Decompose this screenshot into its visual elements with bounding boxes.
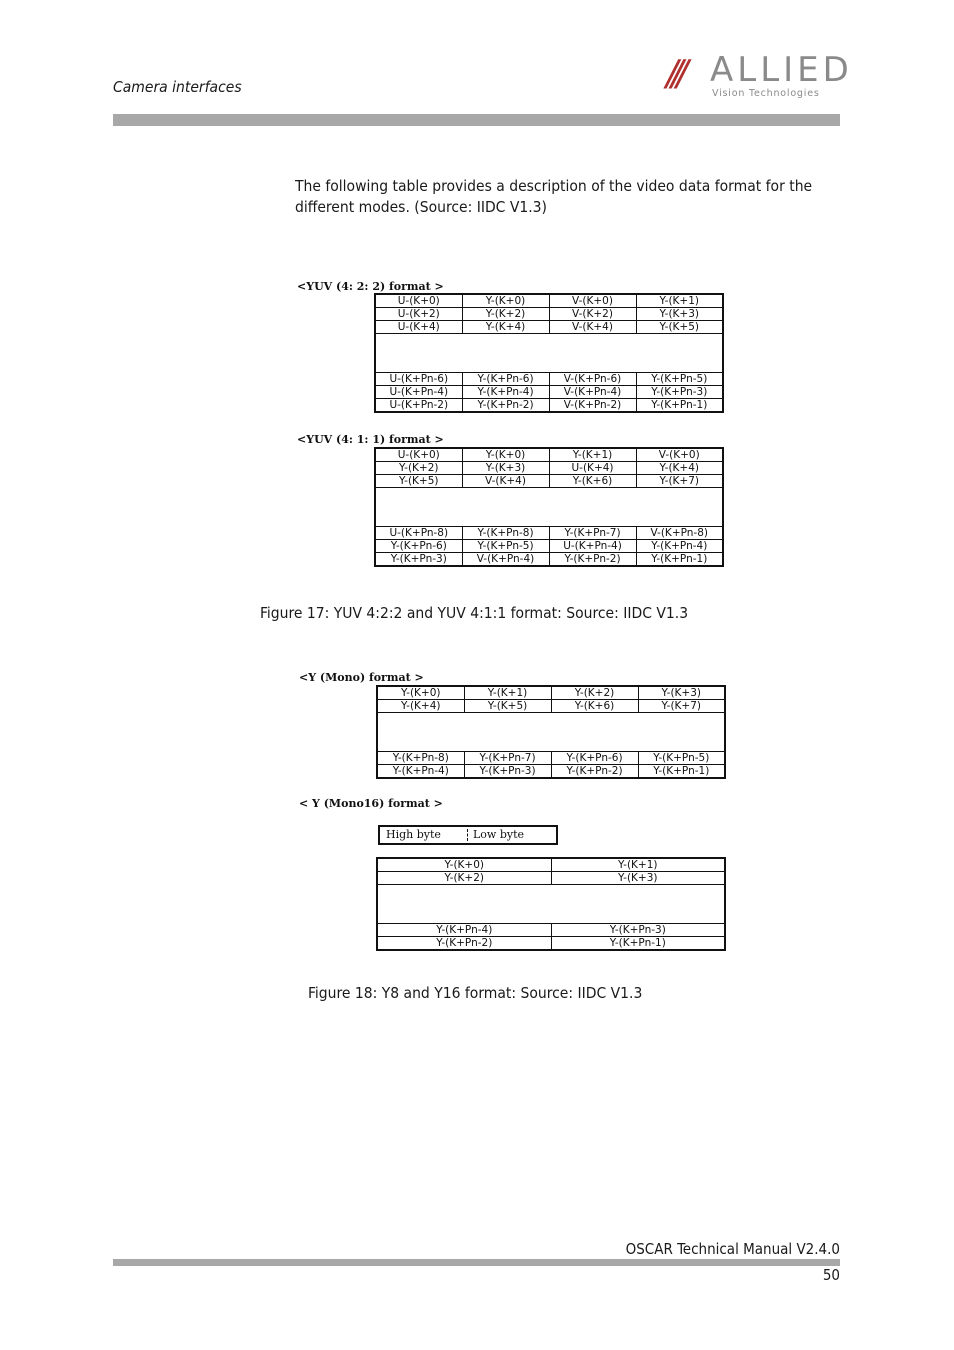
- table-cell: Y-(K+Pn-7): [549, 527, 636, 540]
- table-cell: Y-(K+Pn-1): [638, 765, 725, 779]
- table-row: [377, 700, 725, 713]
- table-cell: Y-(K+Pn-1): [551, 937, 725, 951]
- table-cell: U-(K+Pn-6): [375, 373, 462, 386]
- figure-18-caption: Figure 18: Y8 and Y16 format: Source: IIDC V1.3: [308, 984, 643, 1002]
- intro-paragraph: The following table provides a description of the video data format for the different modes. (Source: IIDC V1.3): [295, 177, 813, 216]
- table-cell: U-(K+2): [375, 308, 462, 321]
- table-row: [375, 399, 723, 413]
- table-cell: V-(K+Pn-4): [549, 386, 636, 399]
- table-row: [377, 765, 725, 779]
- table-cell: Y-(K+1): [551, 858, 725, 872]
- table-cell: Y-(K+Pn-4): [636, 540, 723, 553]
- table-cell: Y-(K+0): [377, 686, 464, 700]
- yuv411-table: [374, 447, 724, 567]
- table-cell: U-(K+0): [375, 448, 462, 462]
- table-cell: V-(K+4): [462, 475, 549, 488]
- table-cell: U-(K+Pn-8): [375, 527, 462, 540]
- table-cell: Y-(K+2): [551, 686, 638, 700]
- table-gap-cell: [375, 488, 723, 527]
- table-cell: Y-(K+1): [549, 448, 636, 462]
- table-row: [375, 540, 723, 553]
- table-cell: V-(K+Pn-2): [549, 399, 636, 413]
- table-cell: Y-(K+Pn-8): [377, 752, 464, 765]
- table-cell: V-(K+Pn-6): [549, 373, 636, 386]
- section-title: Camera interfaces: [113, 78, 242, 96]
- table-cell: Y-(K+Pn-3): [375, 553, 462, 567]
- table-gap-row: [375, 488, 723, 527]
- table-gap-row: [377, 885, 725, 924]
- footer-manual-title: OSCAR Technical Manual V2.4.0: [625, 1240, 840, 1258]
- table-cell: Y-(K+1): [636, 294, 723, 308]
- table-row: [375, 386, 723, 399]
- table-cell: V-(K+Pn-8): [636, 527, 723, 540]
- table-cell: Y-(K+Pn-3): [551, 924, 725, 937]
- table-gap-cell: [377, 713, 725, 752]
- table-row: [377, 752, 725, 765]
- yuv411-label: <YUV (4: 1: 1) format >: [297, 433, 444, 446]
- table-cell: Y-(K+5): [464, 700, 551, 713]
- table-cell: Y-(K+Pn-5): [636, 373, 723, 386]
- table-cell: Y-(K+Pn-4): [377, 924, 551, 937]
- table-cell: Y-(K+Pn-2): [551, 765, 638, 779]
- table-cell: Y-(K+Pn-8): [462, 527, 549, 540]
- table-row: [375, 527, 723, 540]
- table-row: [375, 373, 723, 386]
- mono-table: [376, 685, 726, 779]
- table-cell: Y-(K+Pn-3): [464, 765, 551, 779]
- low-byte-label: Low byte: [473, 828, 525, 841]
- figure-17-caption: Figure 17: YUV 4:2:2 and YUV 4:1:1 format: Source: IIDC V1.3: [260, 604, 689, 622]
- table-cell: Y-(K+6): [549, 475, 636, 488]
- logo-subtitle: Vision Technologies: [712, 88, 820, 99]
- table-cell: Y-(K+Pn-5): [462, 540, 549, 553]
- table-cell: Y-(K+Pn-1): [636, 399, 723, 413]
- table-cell: Y-(K+5): [636, 321, 723, 334]
- table-row: [377, 872, 725, 885]
- page-number: 50: [822, 1266, 840, 1284]
- table-cell: U-(K+Pn-4): [549, 540, 636, 553]
- table-cell: Y-(K+Pn-4): [377, 765, 464, 779]
- table-cell: Y-(K+Pn-3): [636, 386, 723, 399]
- table-cell: V-(K+0): [549, 294, 636, 308]
- table-cell: V-(K+4): [549, 321, 636, 334]
- table-gap-cell: [375, 334, 723, 373]
- logo-slashes: ///: [666, 53, 682, 94]
- table-cell: Y-(K+3): [551, 872, 725, 885]
- table-cell: Y-(K+0): [462, 448, 549, 462]
- table-cell: Y-(K+7): [636, 475, 723, 488]
- table-cell: Y-(K+Pn-6): [375, 540, 462, 553]
- table-cell: Y-(K+5): [375, 475, 462, 488]
- table-cell: U-(K+4): [375, 321, 462, 334]
- table-cell: Y-(K+4): [636, 462, 723, 475]
- table-cell: U-(K+Pn-4): [375, 386, 462, 399]
- table-cell: Y-(K+4): [462, 321, 549, 334]
- table-cell: V-(K+2): [549, 308, 636, 321]
- byte-order-box: [378, 825, 558, 845]
- table-cell: Y-(K+Pn-1): [636, 553, 723, 567]
- allied-logo: [666, 50, 853, 100]
- table-cell: Y-(K+7): [638, 700, 725, 713]
- table-cell: U-(K+0): [375, 294, 462, 308]
- table-gap-row: [377, 713, 725, 752]
- table-cell: V-(K+Pn-4): [462, 553, 549, 567]
- mono16-table: [376, 857, 726, 951]
- yuv422-label: <YUV (4: 2: 2) format >: [297, 280, 444, 293]
- table-cell: Y-(K+0): [377, 858, 551, 872]
- table-row: [375, 321, 723, 334]
- mono16-label: < Y (Mono16) format >: [299, 797, 443, 810]
- table-row: [377, 858, 725, 872]
- table-cell: Y-(K+3): [636, 308, 723, 321]
- table-cell: Y-(K+Pn-5): [638, 752, 725, 765]
- footer-rule: [113, 1259, 840, 1266]
- table-cell: Y-(K+Pn-2): [377, 937, 551, 951]
- table-row: [377, 924, 725, 937]
- table-row: [377, 937, 725, 951]
- yuv422-table: [374, 293, 724, 413]
- table-row: [375, 294, 723, 308]
- table-row: [375, 553, 723, 567]
- table-gap-row: [375, 334, 723, 373]
- table-cell: Y-(K+2): [375, 462, 462, 475]
- table-row: [375, 475, 723, 488]
- table-cell: Y-(K+2): [462, 308, 549, 321]
- table-cell: Y-(K+0): [462, 294, 549, 308]
- table-cell: Y-(K+6): [551, 700, 638, 713]
- byte-divider: [467, 829, 468, 841]
- mono-label: <Y (Mono) format >: [299, 671, 424, 684]
- table-cell: Y-(K+3): [638, 686, 725, 700]
- table-cell: Y-(K+Pn-2): [462, 399, 549, 413]
- table-row: [375, 308, 723, 321]
- table-row: [375, 462, 723, 475]
- table-cell: V-(K+0): [636, 448, 723, 462]
- logo-word: ALLIED: [710, 50, 853, 90]
- high-byte-label: High byte: [386, 828, 441, 841]
- table-cell: Y-(K+Pn-7): [464, 752, 551, 765]
- table-row: [375, 448, 723, 462]
- table-cell: Y-(K+Pn-6): [551, 752, 638, 765]
- table-row: [377, 686, 725, 700]
- table-cell: Y-(K+Pn-4): [462, 386, 549, 399]
- table-cell: Y-(K+Pn-6): [462, 373, 549, 386]
- table-cell: Y-(K+3): [462, 462, 549, 475]
- table-cell: U-(K+Pn-2): [375, 399, 462, 413]
- table-cell: Y-(K+Pn-2): [549, 553, 636, 567]
- table-cell: U-(K+4): [549, 462, 636, 475]
- header-rule: [113, 114, 840, 126]
- table-gap-cell: [377, 885, 725, 924]
- table-cell: Y-(K+4): [377, 700, 464, 713]
- table-cell: Y-(K+1): [464, 686, 551, 700]
- table-cell: Y-(K+2): [377, 872, 551, 885]
